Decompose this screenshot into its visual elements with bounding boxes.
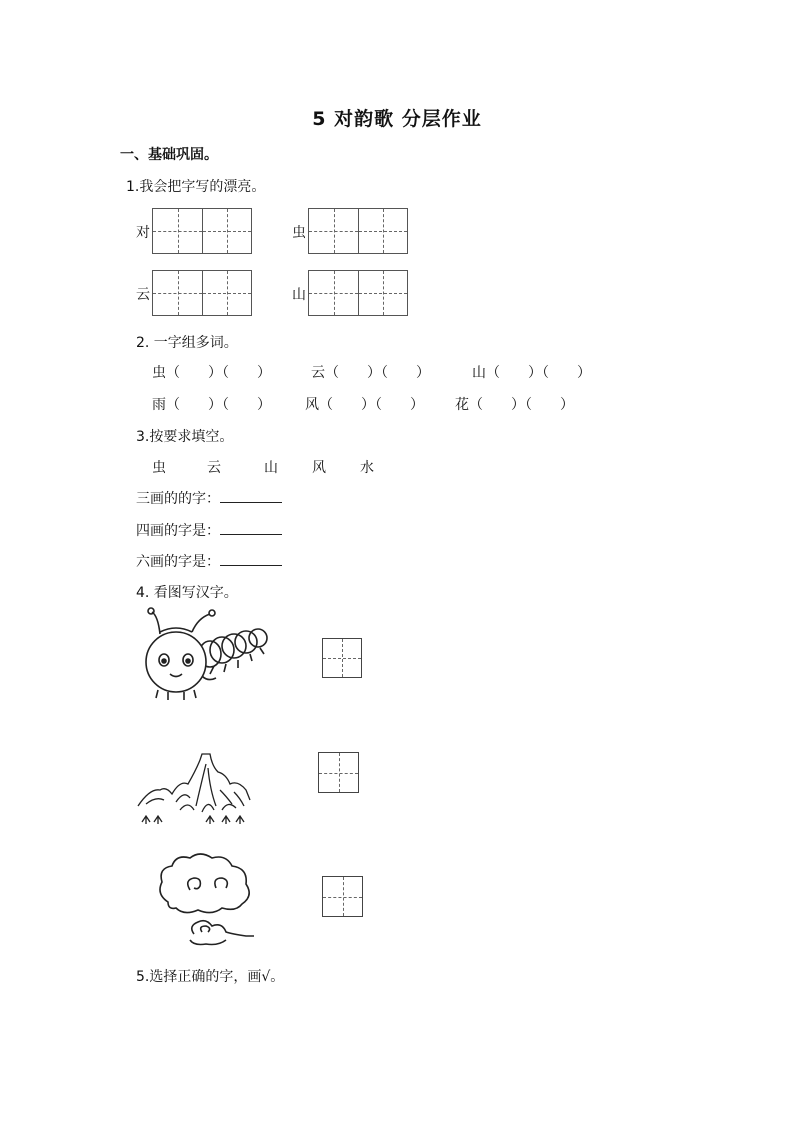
answer-blank[interactable] (220, 488, 282, 503)
mountain-icon (136, 750, 252, 828)
tianzige-writing-grid[interactable] (308, 208, 408, 254)
q1-char-label: 虫 (292, 225, 306, 241)
page-title: 5 对韵歌 分层作业 (312, 108, 482, 130)
tianzige-writing-grid[interactable] (152, 270, 252, 316)
q1-prompt: 1.我会把字写的漂亮。 (126, 179, 266, 195)
answer-blank[interactable] (220, 551, 282, 566)
q3-prompt: 3.按要求填空。 (136, 429, 234, 445)
answer-box[interactable] (322, 876, 363, 917)
q3-char: 风 (312, 460, 326, 476)
word-group-item[interactable]: 风（ ）（ ） (305, 397, 424, 413)
stroke-count-label: 四画的字是： (136, 523, 220, 539)
q3-char: 虫 (152, 460, 166, 476)
q1-char-label: 对 (136, 225, 150, 241)
stroke-count-label: 六画的字是： (136, 554, 220, 570)
stroke-count-line (136, 520, 282, 540)
word-group-item[interactable]: 云（ ）（ ） (311, 365, 430, 381)
stroke-count-label: 三画的的字： (136, 491, 220, 507)
q3-char: 水 (360, 460, 374, 476)
answer-blank[interactable] (220, 520, 282, 535)
q4-prompt: 4. 看图写汉字。 (136, 585, 238, 601)
word-group-item[interactable]: 虫（ ）（ ） (152, 365, 271, 381)
q5-prompt: 5.选择正确的字，画√。 (136, 969, 285, 985)
stroke-count-line (136, 488, 282, 508)
word-group-item[interactable]: 雨（ ）（ ） (152, 397, 271, 413)
stroke-count-line (136, 551, 282, 571)
tianzige-writing-grid[interactable] (152, 208, 252, 254)
word-group-item[interactable]: 山（ ）（ ） (472, 365, 591, 381)
cloud-icon (154, 850, 258, 952)
q2-prompt: 2. 一字组多词。 (136, 335, 238, 351)
q1-char-label: 山 (292, 287, 306, 303)
word-group-item[interactable]: 花（ ）（ ） (455, 397, 574, 413)
answer-box[interactable] (318, 752, 359, 793)
q3-char: 山 (264, 460, 278, 476)
q3-char: 云 (207, 460, 221, 476)
section-heading: 一、基础巩固。 (120, 147, 218, 163)
caterpillar-icon (140, 606, 272, 708)
answer-box[interactable] (322, 638, 362, 678)
tianzige-writing-grid[interactable] (308, 270, 408, 316)
q1-char-label: 云 (136, 287, 150, 303)
